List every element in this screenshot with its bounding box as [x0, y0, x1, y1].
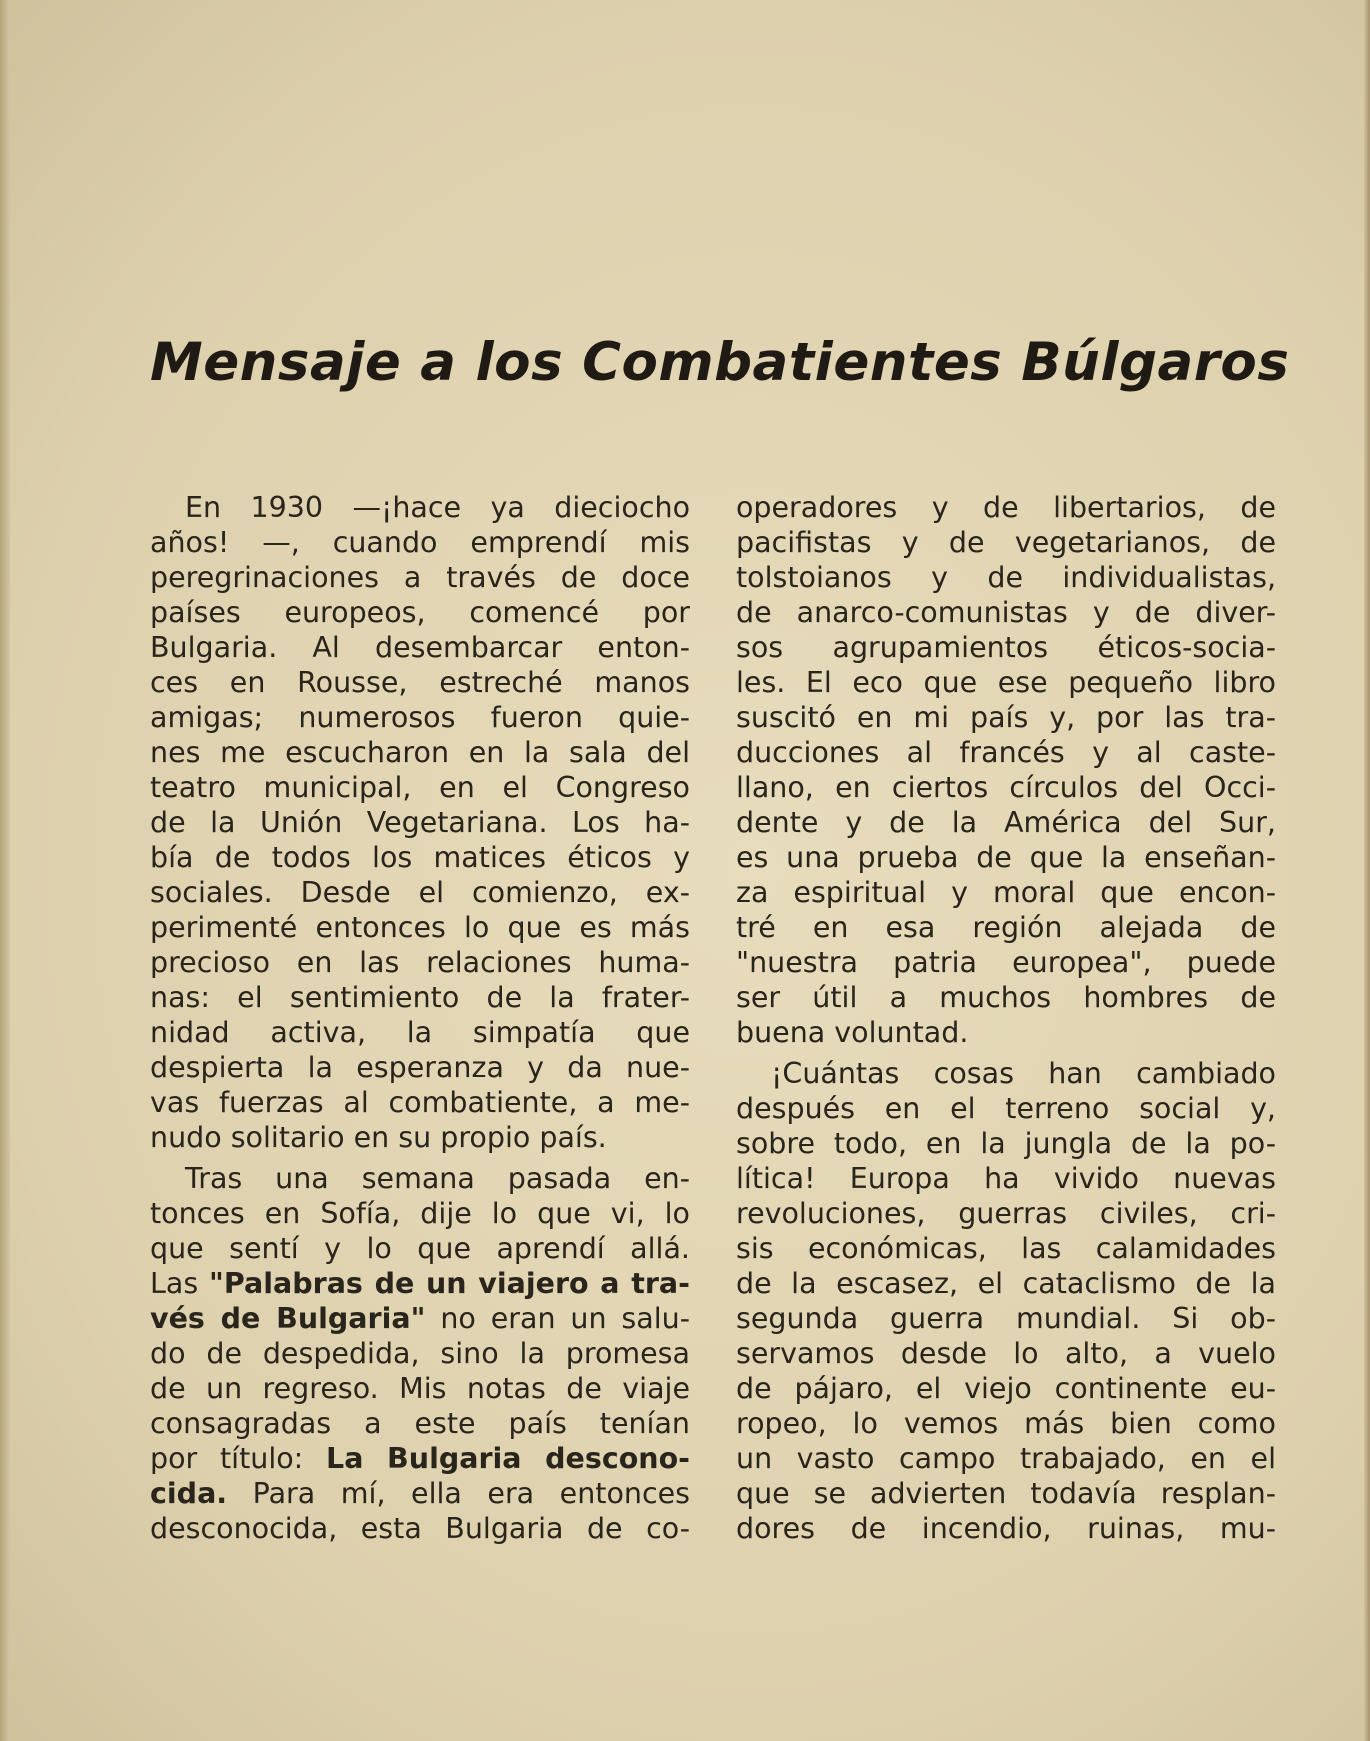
text-line: es una prueba de que la enseñan-	[736, 841, 1276, 874]
text-line: precioso en las relaciones huma-	[150, 946, 690, 979]
text-line: despierta la esperanza y da nue-	[150, 1051, 690, 1084]
book-title-bold: "Palabras de un viajero a tra-	[209, 1267, 690, 1300]
text-line: lítica! Europa ha vivido nuevas	[736, 1162, 1276, 1195]
text-line: ser útil a muchos hombres de	[736, 981, 1276, 1014]
page-left-edge	[0, 0, 10, 1741]
text-line: nes me escucharon en la sala del	[150, 736, 690, 769]
text-line: ¡Cuántas cosas han cambiado	[771, 1057, 1276, 1090]
text-line: bía de todos los matices éticos y	[150, 841, 690, 874]
text-line: sis económicas, las calamidades	[736, 1232, 1276, 1265]
text-line: buena voluntad.	[736, 1016, 969, 1049]
text-line: vas fuerzas al combatiente, a me-	[150, 1086, 690, 1119]
text-line: dente y de la América del Sur,	[736, 806, 1276, 839]
text-line: llano, en ciertos círculos del Occi-	[736, 771, 1276, 804]
text-line: peregrinaciones a través de doce	[150, 561, 690, 594]
text-line: suscitó en mi país y, por las tra-	[736, 701, 1276, 734]
text-line: que se advierten todavía resplan-	[736, 1477, 1276, 1510]
text-line: de un regreso. Mis notas de viaje	[150, 1372, 690, 1405]
text-line: años! —, cuando emprendí mis	[150, 526, 690, 559]
text-line: nudo solitario en su propio país.	[150, 1121, 607, 1154]
text-line: de la escasez, el cataclismo de la	[736, 1267, 1276, 1300]
text-line: que sentí y lo que aprendí allá.	[150, 1232, 690, 1265]
text-run: Para mí, ella era entonces	[227, 1477, 690, 1510]
text-line	[150, 1441, 690, 1476]
text-line: nas: el sentimiento de la frater-	[150, 981, 690, 1014]
text-line: Tras una semana pasada en-	[185, 1162, 690, 1195]
text-run: no eran un salu-	[425, 1302, 690, 1335]
text-line: teatro municipal, en el Congreso	[150, 771, 690, 804]
text-run: Las	[150, 1267, 210, 1300]
text-line: pacifistas y de vegetarianos, de	[736, 526, 1276, 559]
text-line: amigas; numerosos fueron quie-	[150, 701, 690, 734]
page-right-edge	[1364, 0, 1370, 1741]
text-line: operadores y de libertarios, de	[736, 491, 1276, 524]
text-line: segunda guerra mundial. Si ob-	[736, 1302, 1276, 1335]
left-paragraph-1	[150, 490, 690, 1155]
book-title-bold: cida.	[150, 1477, 228, 1510]
text-line: sobre todo, en la jungla de la po-	[736, 1127, 1276, 1160]
text-line: servamos desde lo alto, a vuelo	[736, 1337, 1276, 1370]
left-paragraph-2	[150, 1161, 690, 1546]
text-line: países europeos, comencé por	[150, 596, 690, 629]
text-line: un vasto campo trabajado, en el	[736, 1442, 1276, 1475]
text-line: Bulgaria. Al desembarcar enton-	[150, 631, 690, 664]
text-line: dores de incendio, ruinas, mu-	[736, 1512, 1276, 1545]
right-paragraph-2	[736, 1056, 1276, 1546]
page-title: Mensaje a los Combatientes Búlgaros	[150, 332, 1290, 393]
text-line: ces en Rousse, estreché manos	[150, 666, 690, 699]
text-line: En 1930 —¡hace ya dieciocho	[185, 491, 690, 524]
text-line	[150, 1476, 690, 1511]
text-line: de anarco-comunistas y de diver-	[736, 596, 1276, 629]
text-line: desconocida, esta Bulgaria de co-	[150, 1512, 690, 1545]
text-line: después en el terreno social y,	[736, 1092, 1276, 1125]
text-line: do de despedida, sino la promesa	[150, 1337, 690, 1370]
text-run: por título:	[150, 1442, 327, 1475]
text-line: perimenté entonces lo que es más	[150, 911, 690, 944]
text-line: de la Unión Vegetariana. Los ha-	[150, 806, 690, 839]
right-column	[736, 490, 1276, 1546]
text-line: "nuestra patria europea", puede	[736, 946, 1276, 979]
text-line: za espiritual y moral que encon-	[736, 876, 1276, 909]
text-line	[150, 1301, 690, 1336]
right-paragraph-1	[736, 490, 1276, 1050]
text-line: sos agrupamientos éticos-socia-	[736, 631, 1276, 664]
text-line	[150, 1266, 690, 1301]
text-line: ropeo, lo vemos más bien como	[736, 1407, 1276, 1440]
text-line: les. El eco que ese pequeño libro	[736, 666, 1276, 699]
text-line: tolstoianos y de individualistas,	[736, 561, 1276, 594]
left-column	[150, 490, 690, 1546]
text-line: revoluciones, guerras civiles, cri-	[736, 1197, 1276, 1230]
text-line: ducciones al francés y al caste-	[736, 736, 1276, 769]
text-line: tré en esa región alejada de	[736, 911, 1276, 944]
book-title-bold: La Bulgaria descono-	[326, 1442, 691, 1475]
text-line: de pájaro, el viejo continente eu-	[736, 1372, 1276, 1405]
text-line: nidad activa, la simpatía que	[150, 1016, 690, 1049]
text-line: consagradas a este país tenían	[150, 1407, 690, 1440]
text-line: sociales. Desde el comienzo, ex-	[150, 876, 690, 909]
book-title-bold: vés de Bulgaria"	[150, 1302, 426, 1335]
text-line: tonces en Sofía, dije lo que vi, lo	[150, 1197, 690, 1230]
